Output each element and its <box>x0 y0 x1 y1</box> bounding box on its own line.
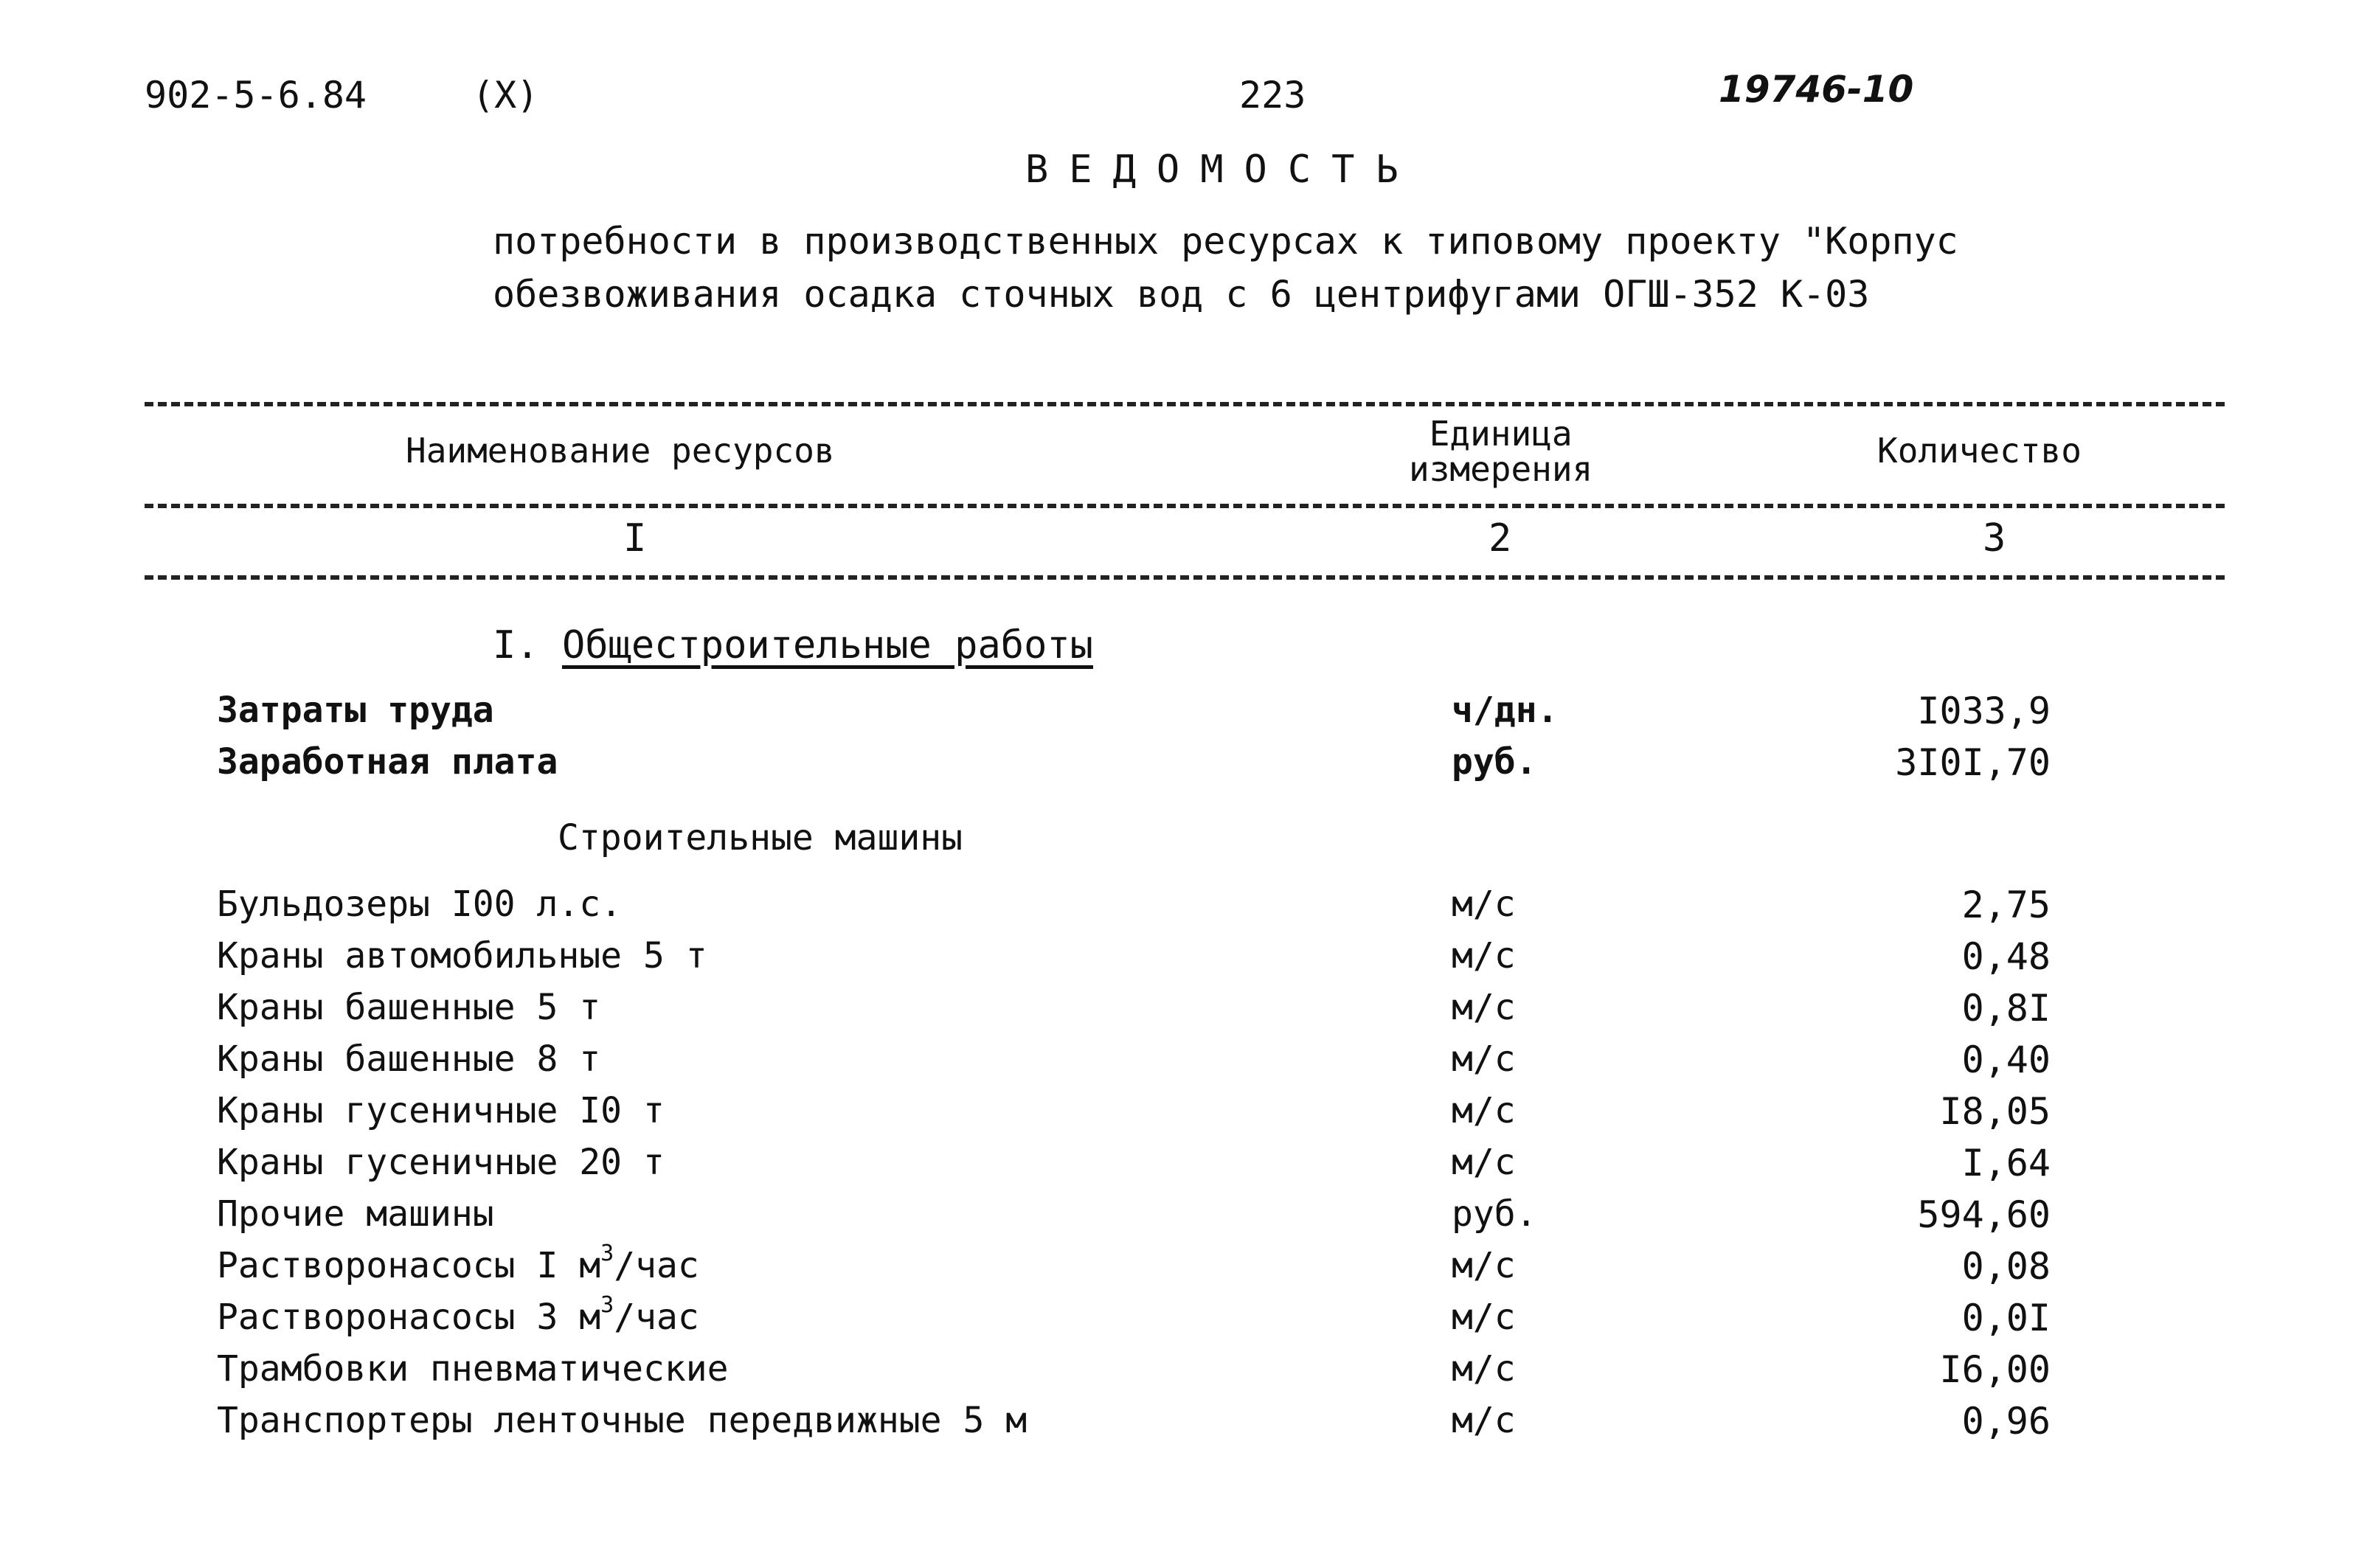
subtitle-line-1: потребности в производственных ресурсах к типовому проекту "Корпус <box>493 220 1958 263</box>
section-number: I. <box>493 623 539 667</box>
table-row <box>0 741 2353 793</box>
resource-quantity: 594,60 <box>1917 1193 2051 1236</box>
table-row <box>0 1193 2353 1245</box>
superscript-exponent: 3 <box>600 1292 614 1318</box>
inventory-number: 19746-10 <box>1719 68 1914 111</box>
column-header-unit-line2: измерения <box>1409 449 1593 489</box>
resource-unit: руб. <box>1452 741 1537 783</box>
table-row <box>0 1090 2353 1142</box>
resource-quantity: I8,05 <box>1939 1090 2051 1133</box>
section-title: Общестроительные работы <box>561 623 1093 667</box>
resource-unit: м/с <box>1452 1090 1516 1131</box>
column-header-unit <box>1409 416 1593 487</box>
resource-quantity: 2,75 <box>1961 884 2051 926</box>
resource-unit: м/с <box>1452 987 1516 1028</box>
document-marker: (X) <box>472 74 539 117</box>
page-number: 223 <box>1239 74 1306 117</box>
resource-quantity: I6,00 <box>1939 1348 2051 1391</box>
resource-name-suffix: /час <box>614 1245 699 1286</box>
resource-unit: руб. <box>1452 1193 1537 1235</box>
table-row <box>0 690 2353 741</box>
resource-name: Прочие машины <box>217 1193 494 1235</box>
resource-unit: ч/дн. <box>1452 690 1559 731</box>
column-header-name: Наименование ресурсов <box>406 431 835 471</box>
table-numbers-rule <box>145 575 2225 580</box>
table-row <box>0 1142 2353 1193</box>
table-top-rule <box>145 402 2225 406</box>
resource-quantity: 0,08 <box>1961 1245 2051 1288</box>
resource-name: Краны автомобильные 5 т <box>217 935 707 976</box>
resource-quantity: 0,96 <box>1961 1400 2051 1443</box>
section-heading <box>493 623 1093 667</box>
resource-quantity: 0,8I <box>1961 987 2051 1030</box>
resource-name: Заработная плата <box>217 741 558 783</box>
table-header-rule <box>145 504 2225 508</box>
resource-quantity: I,64 <box>1961 1142 2051 1184</box>
document-code: 902-5-6.84 <box>145 74 367 117</box>
table-row <box>0 1292 2353 1348</box>
resource-name: Краны гусеничные 20 т <box>217 1142 665 1183</box>
table-row <box>0 1241 2353 1297</box>
resource-quantity: 0,0I <box>1961 1297 2051 1339</box>
table-row <box>0 987 2353 1038</box>
resource-unit: м/с <box>1452 1245 1516 1286</box>
resource-quantity: 0,48 <box>1961 935 2051 978</box>
resource-name <box>217 1292 699 1338</box>
resource-quantity: I033,9 <box>1917 690 2051 732</box>
subtitle-line-2: обезвоживания осадка сточных вод с 6 центрифугами ОГШ-352 К-03 <box>493 273 1870 316</box>
resource-unit: м/с <box>1452 884 1516 925</box>
resource-unit: м/с <box>1452 1142 1516 1183</box>
resource-unit: м/с <box>1452 1297 1516 1338</box>
resource-quantity: 0,40 <box>1961 1038 2051 1081</box>
page-title: ВЕДОМОСТЬ <box>1025 148 1419 192</box>
resource-quantity: 3I0I,70 <box>1895 741 2051 784</box>
column-header-quantity: Количество <box>1877 431 2082 471</box>
resource-name: Транспортеры ленточные передвижные 5 м <box>217 1400 1028 1441</box>
column-number-3: 3 <box>1983 516 2006 561</box>
resource-unit: м/с <box>1452 1348 1516 1390</box>
column-header-unit-line1: Единица <box>1429 414 1573 454</box>
superscript-exponent: 3 <box>600 1241 614 1266</box>
resource-name: Бульдозеры I00 л.с. <box>217 884 623 925</box>
column-number-1: I <box>623 516 647 561</box>
resource-name-main: Растворонасосы I м <box>217 1245 601 1286</box>
resource-name-suffix: /час <box>614 1297 699 1338</box>
subsection-heading: Строительные машины <box>558 817 963 858</box>
resource-unit: м/с <box>1452 1400 1516 1441</box>
column-number-2: 2 <box>1489 516 1512 561</box>
table-row <box>0 884 2353 935</box>
table-row <box>0 1038 2353 1090</box>
resource-name-main: Растворонасосы 3 м <box>217 1297 601 1338</box>
resource-name: Краны башенные 8 т <box>217 1038 601 1080</box>
resource-name <box>217 1241 699 1286</box>
table-row <box>0 1348 2353 1400</box>
resource-name: Краны гусеничные I0 т <box>217 1090 665 1131</box>
resource-name: Краны башенные 5 т <box>217 987 601 1028</box>
table-row <box>0 1400 2353 1451</box>
resource-name: Трамбовки пневматические <box>217 1348 729 1390</box>
resource-unit: м/с <box>1452 935 1516 976</box>
table-row <box>0 935 2353 987</box>
resource-name: Затраты труда <box>217 690 494 731</box>
resource-unit: м/с <box>1452 1038 1516 1080</box>
